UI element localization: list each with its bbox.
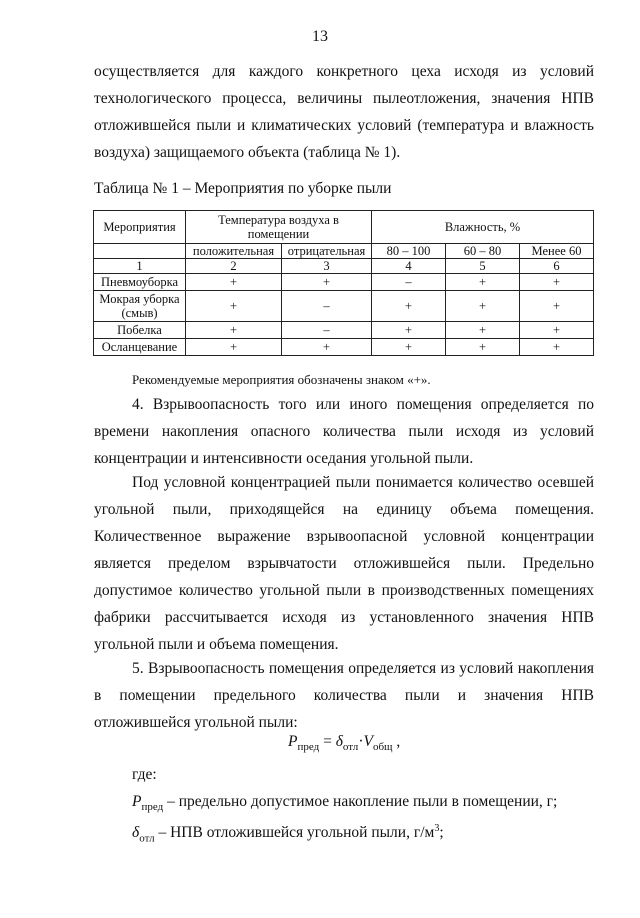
measure-mark: –: [282, 291, 372, 322]
header-humidity-80-100: 80 – 100: [372, 244, 446, 259]
formula-delta-sub: отл: [342, 741, 359, 754]
measure-name: Пневмоуборка: [94, 274, 186, 291]
def2-end: ;: [439, 824, 444, 842]
measure-mark: +: [186, 339, 282, 356]
measure-name: Осланцевание: [94, 339, 186, 356]
table-row: [94, 339, 594, 356]
formula-p: P: [288, 733, 298, 750]
header-humidity-below-60: Менее 60: [520, 244, 594, 259]
measure-mark: +: [372, 291, 446, 322]
paragraph-intro: осуществляется для каждого конкретного цеха исходя из условий технологического процесса, величины пылеотложения, значения НПВ отложившейся пыли и климатических условий (температура и влажность воздуха) защищаемого объекта (таблица № 1).: [94, 63, 594, 161]
definition-delta: [132, 823, 444, 844]
header-humidity: Влажность, %: [372, 211, 594, 244]
measure-mark: +: [446, 291, 520, 322]
paragraph-conditional-concentration: Под условной концентрацией пыли понимается количество осевшей угольной пыли, приходящейся на единицу объема помещения. Количественное выражение взрывоопасной условной концентрации является пределом взрывчатости отложившейся пыли. Предельно допустимое количество угольной пыли в производственных помещениях фабрики рассчитывается исходя из установленного значения НПВ угольной пыли и объема помещения.: [94, 474, 594, 653]
header-empty: [94, 244, 186, 259]
table-row: [94, 322, 594, 339]
measure-mark: +: [186, 291, 282, 322]
def1-text: – предельно допустимое накопление пыли в помещении, г;: [163, 793, 558, 810]
formula-dot: ·: [358, 733, 364, 750]
formula-eq: =: [319, 733, 336, 750]
measure-mark: +: [520, 339, 594, 356]
paragraph-4: 4. Взрывоопасность того или иного помещения определяется по времени накопления опасного количества пыли исходя из условий концентрации и интенсивности оседания угольной пыли.: [94, 396, 594, 467]
table-caption: Таблица № 1 – Мероприятия по уборке пыли: [94, 180, 392, 197]
column-number: 6: [520, 259, 594, 274]
def1-sub: пред: [141, 801, 164, 814]
def2-text: – НПВ отложившейся угольной пыли, г/м: [154, 824, 435, 842]
formula: [288, 733, 400, 753]
measure-mark: +: [520, 322, 594, 339]
table-row: [94, 274, 594, 291]
measure-mark: –: [372, 274, 446, 291]
formula-tail: ,: [392, 733, 401, 750]
header-measures: Мероприятия: [94, 211, 186, 244]
measure-mark: +: [372, 339, 446, 356]
header-humidity-60-80: 60 – 80: [446, 244, 520, 259]
table-note: Рекомендуемые мероприятия обозначены знаком «+».: [132, 372, 431, 387]
measure-mark: +: [520, 274, 594, 291]
measure-name: Мокрая уборка (смыв): [94, 291, 186, 322]
def1-symbol: P: [132, 793, 142, 810]
column-number: 3: [282, 259, 372, 274]
table-row: [94, 291, 594, 322]
def2-sup: 3: [434, 823, 440, 834]
formula-p-sub: пред: [297, 741, 320, 754]
page-number: 13: [312, 28, 328, 45]
measure-mark: +: [282, 274, 372, 291]
measure-mark: +: [372, 322, 446, 339]
column-number: 1: [94, 259, 186, 274]
measure-mark: +: [282, 339, 372, 356]
measure-mark: +: [186, 322, 282, 339]
header-positive: положительная: [186, 244, 282, 259]
column-number: 4: [372, 259, 446, 274]
definition-p: [132, 793, 557, 813]
measure-mark: +: [446, 274, 520, 291]
measure-mark: +: [520, 291, 594, 322]
header-temperature: Температура воздуха в помещении: [186, 211, 372, 244]
measures-table: [93, 210, 594, 356]
column-number: 2: [186, 259, 282, 274]
measure-mark: +: [186, 274, 282, 291]
formula-v: V: [363, 733, 373, 750]
measure-name: Побелка: [94, 322, 186, 339]
measure-mark: +: [446, 339, 520, 356]
header-negative: отрицательная: [282, 244, 372, 259]
formula-v-sub: общ: [372, 741, 393, 754]
def2-symbol: δ: [132, 824, 140, 842]
def2-sub: отл: [139, 832, 155, 845]
where-label: где:: [132, 766, 157, 783]
measure-mark: –: [282, 322, 372, 339]
formula-delta: δ: [335, 733, 343, 750]
column-number: 5: [446, 259, 520, 274]
measure-mark: +: [446, 322, 520, 339]
paragraph-5: 5. Взрывоопасность помещения определяется из условий накопления в помещении предельного количества пыли и значения НПВ отложившейся угольной пыли:: [94, 660, 594, 731]
